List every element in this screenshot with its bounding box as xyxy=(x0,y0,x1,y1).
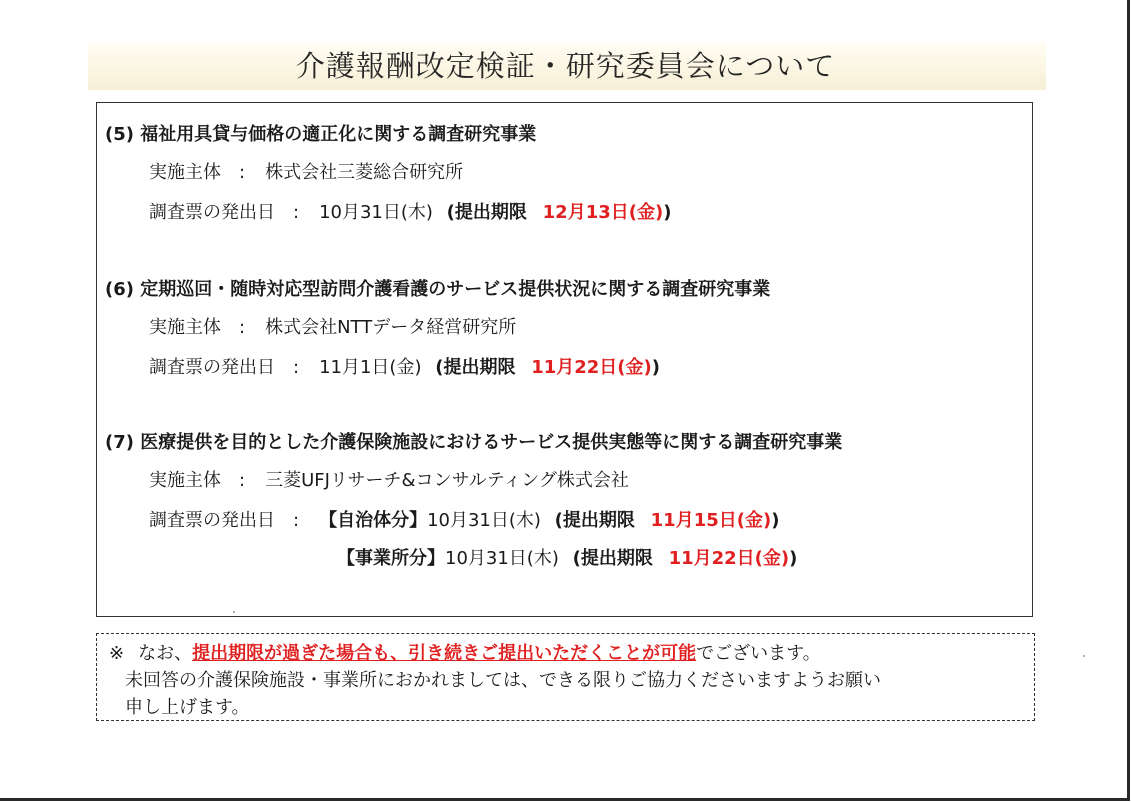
deadline-open: (提出期限 xyxy=(435,357,516,378)
deadline-close: ) xyxy=(789,548,798,569)
entity-row xyxy=(149,466,629,492)
note-line-2: 未回答の介護保険施設・事業所におかれましては、できる限りご協力くださいますようお願い xyxy=(125,670,881,691)
category-label: 【事業所分】 xyxy=(337,548,445,569)
survey-list-box xyxy=(96,102,1033,617)
deadline-close: ) xyxy=(771,510,780,531)
date-label: 調査票の発出日 xyxy=(149,510,275,531)
item-heading: (6) 定期巡回・随時対応型訪問介護看護のサービス提供状況に関する調査研究事業 xyxy=(105,279,771,300)
colon: : xyxy=(293,510,300,531)
note-box xyxy=(96,633,1035,721)
deadline-close: ) xyxy=(651,357,660,378)
note-suffix: でございます。 xyxy=(696,643,821,664)
issue-date: 10月31日(木) xyxy=(445,548,559,569)
colon: : xyxy=(293,357,300,378)
note-line-1 xyxy=(109,639,821,665)
note-mark: ※ xyxy=(109,643,125,664)
colon: : xyxy=(293,202,300,223)
entity-label: 実施主体 xyxy=(149,317,221,338)
scan-speck xyxy=(1083,655,1085,657)
date-label: 調査票の発出日 xyxy=(149,357,275,378)
issue-date: 11月1日(金) xyxy=(319,357,422,378)
page-title: 介護報酬改定検証・研究委員会について xyxy=(295,49,836,83)
entity-value: 株式会社NTTデータ経営研究所 xyxy=(265,317,517,338)
item-heading: (7) 医療提供を目的とした介護保険施設におけるサービス提供実態等に関する調査研究事業 xyxy=(105,432,843,453)
deadline-close: ) xyxy=(663,202,672,223)
date-row xyxy=(149,198,671,224)
entity-row xyxy=(149,313,516,339)
deadline-date: 11月22日(金) xyxy=(531,357,652,378)
entity-value: 株式会社三菱総合研究所 xyxy=(265,162,464,183)
deadline-date: 12月13日(金) xyxy=(542,202,664,223)
entity-label: 実施主体 xyxy=(149,470,221,491)
date-row-secondary xyxy=(337,544,797,570)
date-label: 調査票の発出日 xyxy=(149,202,275,223)
deadline-date: 11月15日(金) xyxy=(650,510,772,531)
colon: : xyxy=(239,470,246,491)
issue-date: 10月31日(木) xyxy=(427,510,541,531)
deadline-open: (提出期限 xyxy=(446,202,527,223)
deadline-open: (提出期限 xyxy=(572,548,653,569)
date-row xyxy=(149,353,660,379)
scan-speck xyxy=(233,611,235,613)
date-row xyxy=(149,506,779,532)
item-heading: (5) 福祉用具貸与価格の適正化に関する調査研究事業 xyxy=(105,124,537,145)
entity-label: 実施主体 xyxy=(149,162,221,183)
note-emphasis: 提出期限が過ぎた場合も、引き続きご提出いただくことが可能 xyxy=(192,643,697,664)
note-prefix: なお、 xyxy=(138,643,193,664)
deadline-date: 11月22日(金) xyxy=(668,548,790,569)
issue-date: 10月31日(木) xyxy=(319,202,433,223)
entity-row xyxy=(149,158,463,184)
entity-value: 三菱UFJリサーチ&コンサルティング株式会社 xyxy=(265,470,629,491)
category-label: 【自治体分】 xyxy=(319,510,428,531)
colon: : xyxy=(239,162,246,183)
note-line-3: 申し上げます。 xyxy=(125,697,250,718)
colon: : xyxy=(239,317,246,338)
deadline-open: (提出期限 xyxy=(554,510,635,531)
